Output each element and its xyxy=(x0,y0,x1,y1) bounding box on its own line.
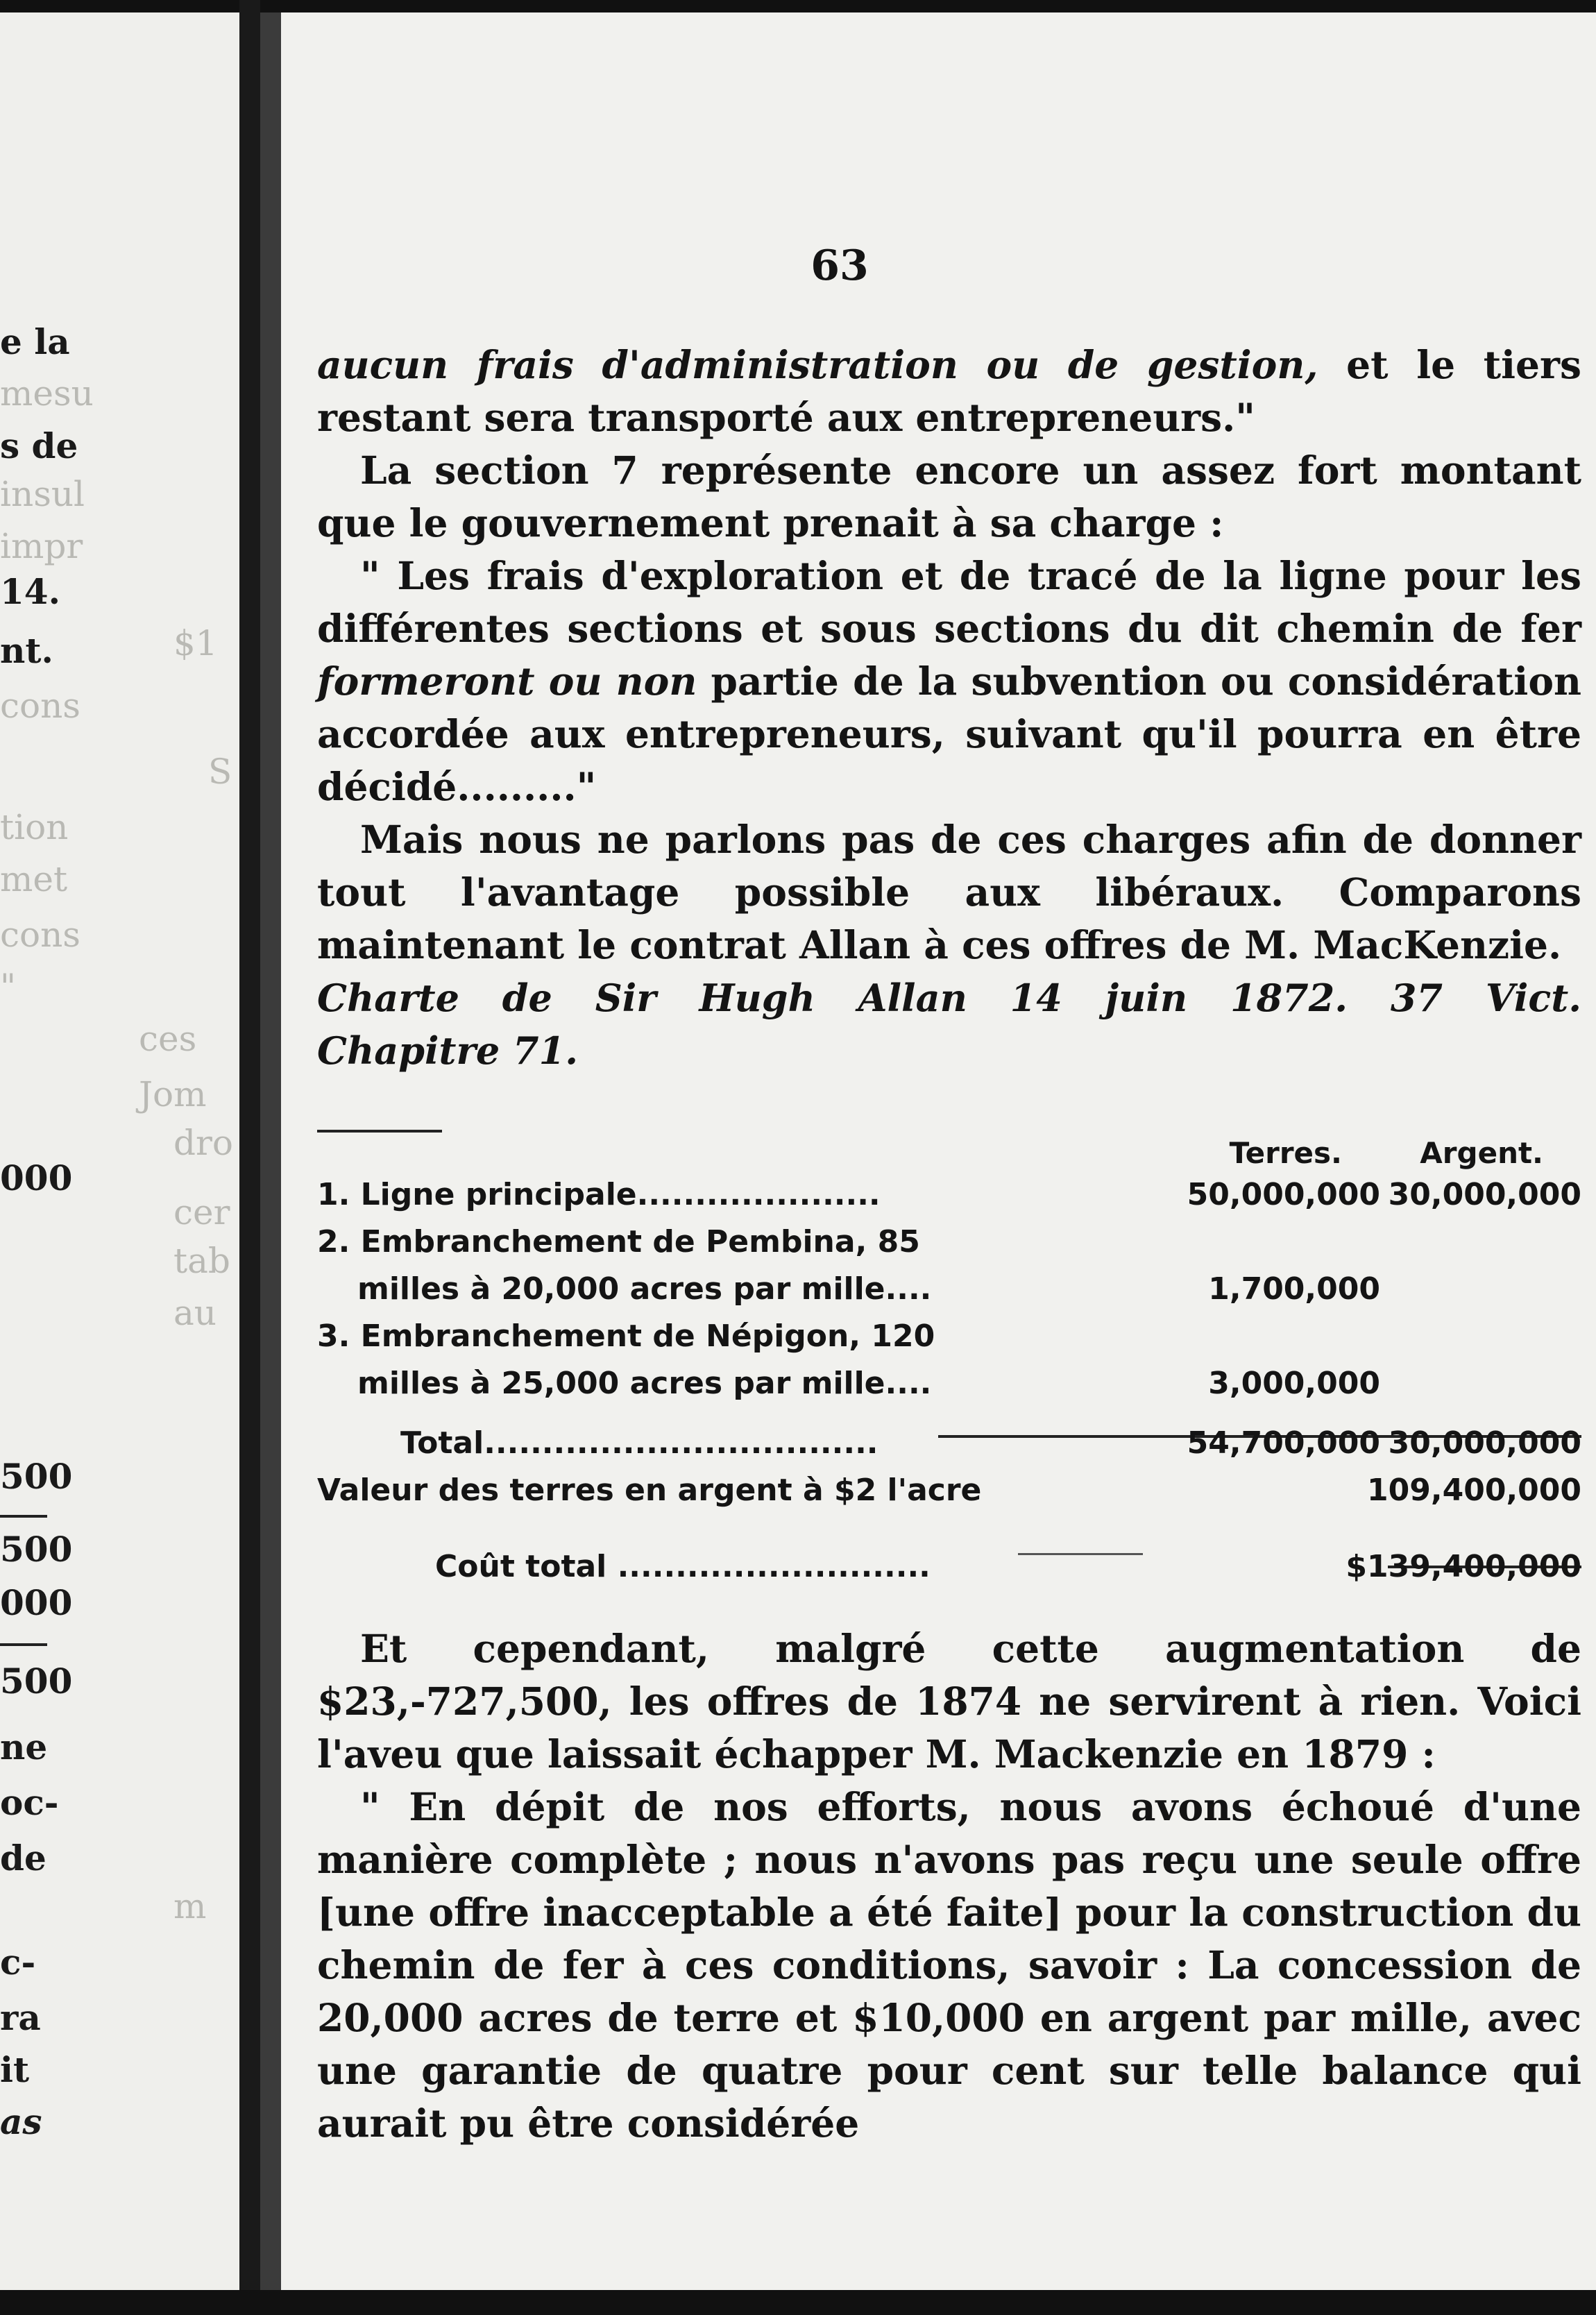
left-fragment: au xyxy=(173,1293,217,1333)
row-label: milles à 20,000 acres par mille.... xyxy=(357,1271,932,1307)
header-money: Argent. xyxy=(1420,1136,1543,1170)
left-rule xyxy=(0,1515,47,1518)
total-money: 30,000,000 xyxy=(1388,1425,1581,1461)
header-land: Terres. xyxy=(1229,1136,1342,1170)
row-land: 3,000,000 xyxy=(1208,1366,1380,1401)
paragraph-quote-exploration xyxy=(317,550,1581,813)
left-fragment: m xyxy=(173,1886,207,1926)
left-fragment: cer xyxy=(173,1192,230,1232)
left-fragment: ra xyxy=(0,1997,41,2038)
paragraph-mackenzie-quote: " En dépit de nos efforts, nous avons échoué d'une manière complète ; nous n'avons pas reçu une seule offre [une offre inacceptable a été faite] pour la construction du chemin de fer à ces conditions, savoir : La concession de 20,000 acres de terre et $10,000 en argent par mille, avec une garantie de quatre pour cent sur telle balance qui aurait pu être considérée xyxy=(317,1784,1581,2146)
grand-total-money: $139,400,000 xyxy=(1345,1549,1581,1584)
left-fragment: insul xyxy=(0,474,85,514)
paragraph-text: et le tiers restant sera transporté aux entrepreneurs." xyxy=(317,342,1581,440)
left-fragment: tion xyxy=(0,807,69,847)
left-fragment: nt. xyxy=(0,630,53,671)
italic-phrase: formeront ou non xyxy=(317,659,697,704)
left-fragment: impr xyxy=(0,526,83,566)
left-fragment: cons xyxy=(0,915,80,955)
left-page xyxy=(0,12,239,2290)
italic-phrase: aucun frais d'administration ou de gestion, xyxy=(317,342,1318,387)
left-fragment: 500 xyxy=(0,1456,73,1497)
left-page-text-fragments xyxy=(0,12,239,2290)
row-land: 1,700,000 xyxy=(1208,1271,1380,1307)
right-page xyxy=(281,12,1596,2290)
row-label: 1. Ligne principale..................... xyxy=(317,1177,881,1212)
left-fragment: oc- xyxy=(0,1782,59,1823)
left-fragment: S xyxy=(208,752,232,792)
table-row xyxy=(317,1266,1581,1313)
left-fragment: dro xyxy=(173,1123,234,1163)
table-row xyxy=(317,1219,1581,1266)
binding-shadow xyxy=(260,12,281,2290)
left-fragment: met xyxy=(0,859,68,899)
charter-title: Charte de Sir Hugh Allan 14 juin 1872. 37 Vict. xyxy=(317,976,1581,1020)
paragraph-comparison: Mais nous ne parlons pas de ces charges afin de donner tout l'avantage possible aux libéraux. Comparons maintenant le contrat Allan à ces offres de M. MacKenzie. xyxy=(317,817,1581,967)
land-value-row xyxy=(317,1467,1581,1514)
left-fragment: it xyxy=(0,2049,30,2090)
grand-total-row xyxy=(317,1543,1581,1591)
total-label: Total.................................. xyxy=(400,1425,878,1461)
land-value-label: Valeur des terres en argent à $2 l'acre xyxy=(317,1473,982,1508)
left-fragment: 500 xyxy=(0,1661,73,1702)
body-text xyxy=(317,339,1581,1077)
table-row xyxy=(317,1171,1581,1219)
paragraph-quote-end xyxy=(317,339,1581,444)
left-fragment: e la xyxy=(0,321,70,362)
left-fragment: s de xyxy=(0,425,78,466)
row-label: 3. Embranchement de Népigon, 120 xyxy=(317,1318,935,1354)
left-fragment: mesu xyxy=(0,373,94,414)
left-fragment: ces xyxy=(139,1019,197,1059)
left-fragment: " xyxy=(0,967,16,1007)
left-fragment: 000 xyxy=(0,1158,73,1198)
left-fragment: Jom xyxy=(139,1074,207,1114)
left-fragment: 000 xyxy=(0,1582,73,1623)
paragraph-augmentation: Et cependant, malgré cette augmentation de $23,-727,500, les offres de 1874 ne servirent à rien. Voici l'aveu que laissait échapper M. Mackenzie en 1879 : xyxy=(317,1626,1581,1776)
land-value-money: 109,400,000 xyxy=(1367,1473,1581,1508)
left-fragment: c- xyxy=(0,1942,36,1983)
left-fragment: as xyxy=(0,2101,42,2142)
table-row xyxy=(317,1360,1581,1407)
page-gutter xyxy=(239,0,260,2315)
left-rule xyxy=(0,1643,47,1646)
page-number: 63 xyxy=(810,241,869,290)
scan-border xyxy=(0,2290,1596,2315)
paragraph-text: " Les frais d'exploration et de tracé de la ligne pour les différentes sections et sous sections du dit chemin de fer xyxy=(317,553,1581,651)
left-fragment: 14. xyxy=(0,571,60,612)
total-row xyxy=(317,1420,1581,1467)
table-row xyxy=(317,1313,1581,1360)
left-fragment: ne xyxy=(0,1727,48,1767)
row-label: milles à 25,000 acres par mille.... xyxy=(357,1366,932,1401)
row-label: 2. Embranchement de Pembina, 85 xyxy=(317,1224,920,1260)
left-fragment: tab xyxy=(173,1241,230,1281)
grant-table xyxy=(317,1130,1581,1591)
left-fragment: 500 xyxy=(0,1529,73,1570)
charter-chapter: Chapitre 71. xyxy=(317,1028,578,1073)
paragraph-text: partie de la subvention ou considération accordée aux entrepreneurs, suivant qu'il pourra en être décidé........." xyxy=(317,659,1581,809)
row-land: 50,000,000 xyxy=(1187,1177,1380,1212)
row-money: 30,000,000 xyxy=(1388,1177,1581,1212)
continuation-text xyxy=(317,1622,1581,2150)
paragraph-section-7: La section 7 représente encore un assez fort montant que le gouvernement prenait à sa charge : xyxy=(317,448,1581,545)
left-fragment: de xyxy=(0,1838,46,1879)
left-fragment: $1 xyxy=(173,623,218,663)
table-header-row xyxy=(317,1130,1581,1171)
grand-total-label: Coût total ........................... xyxy=(435,1549,931,1584)
left-fragment: cons xyxy=(0,686,80,726)
total-land: 54,700,000 xyxy=(1187,1425,1380,1461)
